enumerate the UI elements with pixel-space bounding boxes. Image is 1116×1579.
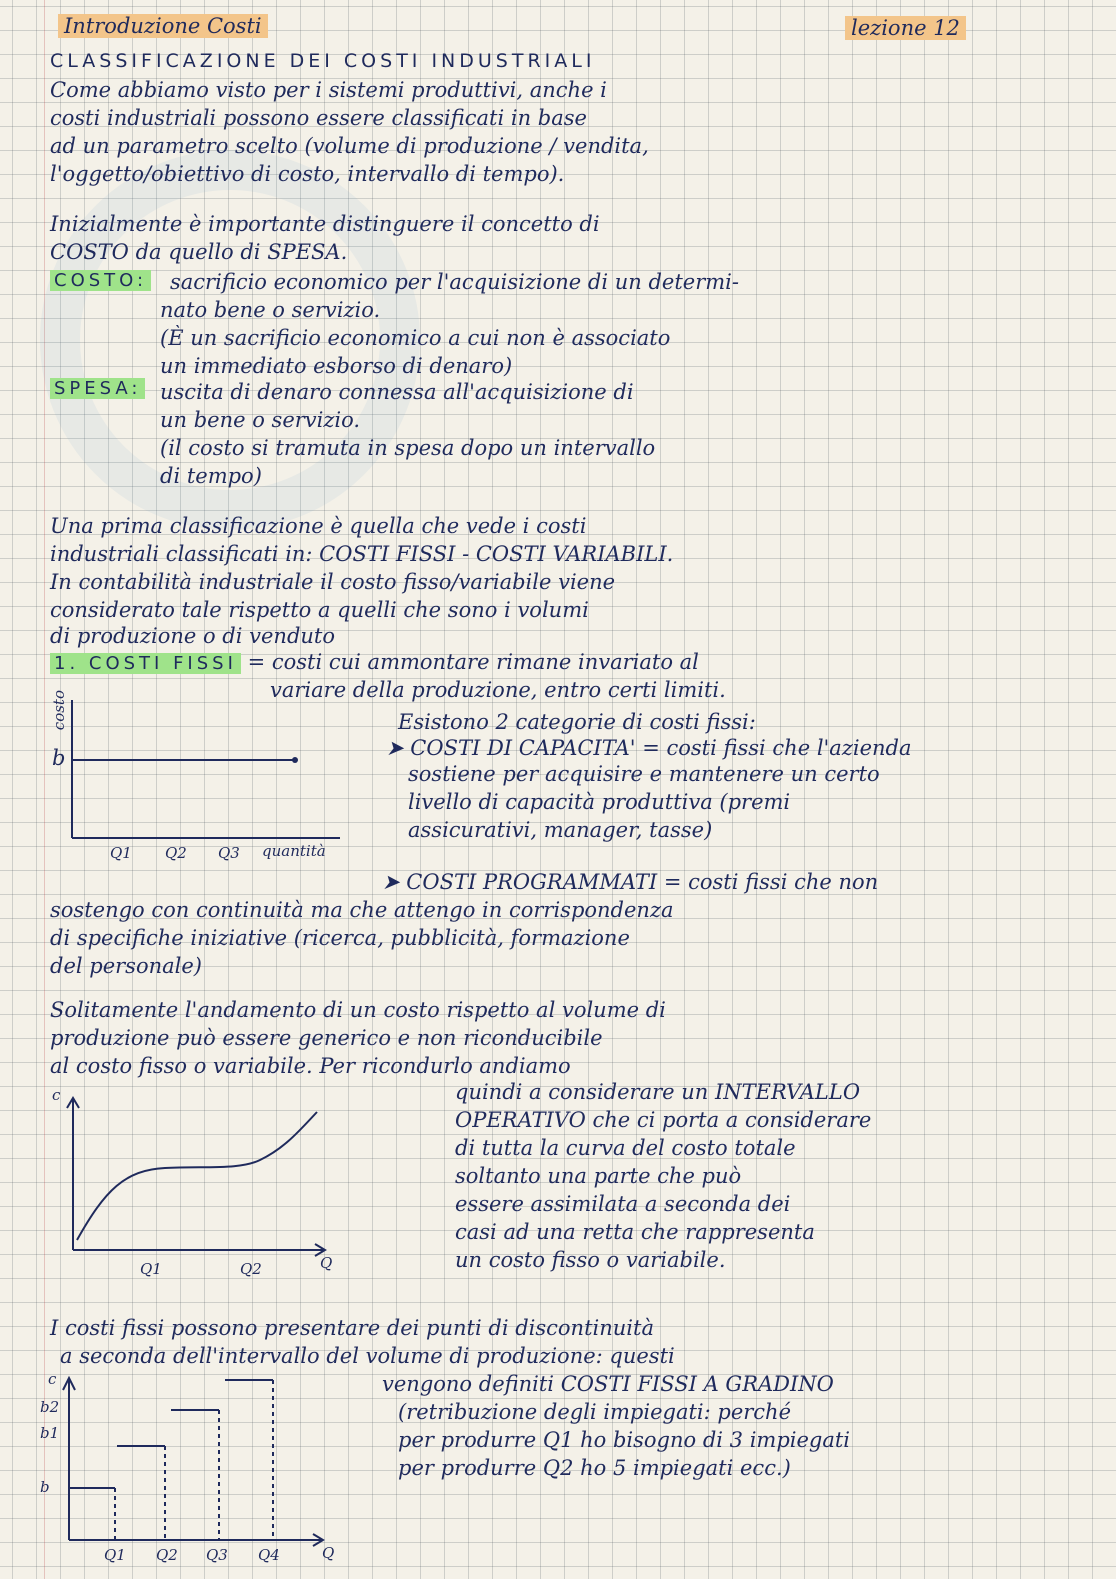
interval-line-2: OPERATIVO che ci porta a considerare xyxy=(455,1108,872,1132)
classification-line-3: In contabilità industriale il costo fisso/variabile viene xyxy=(50,570,616,594)
step-line-4: (retribuzione degli impiegati: perché xyxy=(398,1400,792,1424)
margin-line xyxy=(44,0,45,1579)
step-line-6: per produrre Q2 ho 5 impiegati ecc.) xyxy=(398,1456,791,1480)
intro-line-2: costi industriali possono essere classificati in base xyxy=(50,106,587,130)
chart3-y-tick-b2: b2 xyxy=(40,1398,60,1416)
chart2-x-label: Q xyxy=(320,1254,333,1272)
fixed-costs-def-2: variare della produzione, entro certi limiti. xyxy=(270,678,726,702)
spesa-line-3: (il costo si tramuta in spesa dopo un intervallo xyxy=(160,436,656,460)
costo-line-3: (È un sacrificio economico a cui non è associato xyxy=(160,326,671,350)
step-cost-chart xyxy=(55,1370,345,1550)
interval-line-3: di tutta la curva del costo totale xyxy=(455,1136,796,1160)
chart1-x-tick-q1: Q1 xyxy=(110,844,132,862)
page-title: CLASSIFICAZIONE DEI COSTI INDUSTRIALI xyxy=(50,50,596,72)
arrow-right-icon: ➤ xyxy=(382,870,400,894)
chart1-y-label: costo xyxy=(50,690,68,731)
classification-line-1: Una prima classificazione è quella che vede i costi xyxy=(50,514,587,538)
classification-line-2: industriali classificati in: COSTI FISSI - COSTI VARIABILI. xyxy=(50,542,674,566)
fixed-costs-def-1: = costi cui ammontare rimane invariato al xyxy=(247,650,699,674)
costo-line-2: nato bene o servizio. xyxy=(160,298,381,322)
capacity-line-1-text: COSTI DI CAPACITA' = costi fissi che l'azienda xyxy=(410,736,912,760)
categories-intro: Esistono 2 categorie di costi fissi: xyxy=(398,710,756,734)
costo-line-4: un immediato esborso di denaro) xyxy=(160,354,513,378)
capacity-line-4: assicurativi, manager, tasse) xyxy=(408,818,713,842)
interval-line-1: quindi a considerare un INTERVALLO xyxy=(455,1080,861,1104)
topic-heading xyxy=(58,16,268,37)
intro-line-3: ad un parametro scelto (volume di produzione / vendita, xyxy=(50,134,649,158)
spesa-label xyxy=(50,380,145,398)
distinction-line-2: COSTO da quello di SPESA. xyxy=(50,240,348,264)
chart3-x-tick-q1: Q1 xyxy=(104,1546,126,1564)
capacity-line-1 xyxy=(386,738,912,759)
intro-line-4: l'oggetto/obiettivo di costo, intervallo di tempo). xyxy=(50,162,565,186)
lesson-number xyxy=(845,18,966,39)
classification-line-4: considerato tale rispetto a quelli che sono i volumi xyxy=(50,598,589,622)
topic-text: Introduzione Costi xyxy=(58,14,268,38)
intro-line-1: Come abbiamo visto per i sistemi produttivi, anche i xyxy=(50,78,607,102)
chart2-x-tick-q1: Q1 xyxy=(140,1260,162,1278)
chart2-y-label: c xyxy=(52,1086,61,1104)
spesa-line-2: un bene o servizio. xyxy=(160,408,361,432)
fixed-cost-chart xyxy=(50,690,350,860)
distinction-line-1: Inizialmente è importante distinguere il concetto di xyxy=(50,212,600,236)
chart3-y-tick-b: b xyxy=(40,1478,50,1496)
trend-line-3: al costo fisso o variabile. Per ricondurlo andiamo xyxy=(50,1054,571,1078)
chart2-total-cost-curve xyxy=(77,1112,317,1240)
total-cost-chart xyxy=(55,1090,345,1260)
chart1-end-point xyxy=(292,757,298,763)
programmed-line-2: sostengo con continuità ma che attengo in corrispondenza xyxy=(50,898,674,922)
spesa-line-4: di tempo) xyxy=(160,464,262,488)
programmed-line-4: del personale) xyxy=(50,954,202,978)
trend-line-2: produzione può essere generico e non riconducibile xyxy=(50,1026,603,1050)
chart3-y-label: c xyxy=(48,1370,57,1388)
step-line-2: a seconda dell'intervallo del volume di produzione: questi xyxy=(60,1344,675,1368)
chart1-y-tick-b: b xyxy=(52,746,66,770)
costo-label-text: COSTO: xyxy=(50,270,151,291)
interval-line-6: casi ad una retta che rappresenta xyxy=(455,1220,815,1244)
capacity-line-3: livello di capacità produttiva (premi xyxy=(408,790,791,814)
step-line-5: per produrre Q1 ho bisogno di 3 impiegati xyxy=(398,1428,851,1452)
interval-line-4: soltanto una parte che può xyxy=(455,1164,742,1188)
programmed-line-1 xyxy=(382,872,878,893)
chart2-x-tick-q2: Q2 xyxy=(240,1260,262,1278)
step-line-3: vengono definiti COSTI FISSI A GRADINO xyxy=(382,1372,834,1396)
chart1-x-label: quantità xyxy=(262,842,326,860)
spesa-label-text: SPESA: xyxy=(50,378,145,399)
programmed-line-3: di specifiche iniziative (ricerca, pubblicità, formazione xyxy=(50,926,630,950)
chart3-y-tick-b1: b1 xyxy=(40,1424,60,1442)
chart3-x-tick-q2: Q2 xyxy=(156,1546,178,1564)
capacity-line-2: sostiene per acquisire e mantenere un certo xyxy=(408,762,880,786)
interval-line-7: un costo fisso o variabile. xyxy=(455,1248,726,1272)
fixed-costs-heading xyxy=(50,652,699,673)
fixed-costs-label: 1. COSTI FISSI xyxy=(50,653,241,674)
chart1-x-tick-q2: Q2 xyxy=(165,844,187,862)
chart1-x-tick-q3: Q3 xyxy=(218,844,240,862)
programmed-line-1-text: COSTI PROGRAMMATI = costi fissi che non xyxy=(406,870,879,894)
chart3-x-label: Q xyxy=(322,1544,335,1562)
step-line-1: I costi fissi possono presentare dei punti di discontinuità xyxy=(50,1316,654,1340)
spesa-line-1: uscita di denaro connessa all'acquisizione di xyxy=(160,380,634,404)
lesson-text: lezione 12 xyxy=(845,16,966,40)
trend-line-1: Solitamente l'andamento di un costo rispetto al volume di xyxy=(50,998,666,1022)
costo-line-1: sacrificio economico per l'acquisizione di un determi- xyxy=(170,270,739,294)
chart3-x-tick-q3: Q3 xyxy=(206,1546,228,1564)
chart3-x-tick-q4: Q4 xyxy=(258,1546,280,1564)
arrow-right-icon: ➤ xyxy=(386,736,404,760)
classification-line-5: di produzione o di venduto xyxy=(50,624,335,648)
interval-line-5: essere assimilata a seconda dei xyxy=(455,1192,791,1216)
costo-label xyxy=(50,272,151,290)
